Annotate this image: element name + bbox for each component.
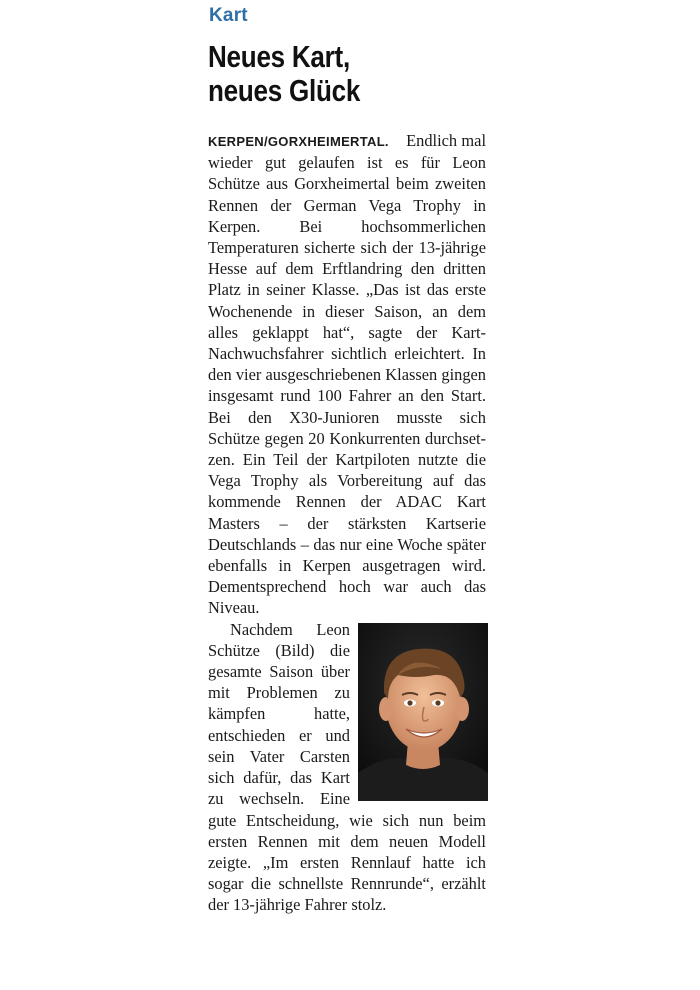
dateline: KERPEN/GORXHEIMERTAL.	[208, 134, 389, 149]
portrait-illustration	[358, 623, 488, 801]
portrait-photo	[358, 623, 488, 801]
paragraph-2-text: Nachdem Leon Schütze (Bild) die gesamte Saison über mit Problemen zu kämpfen hatte, entschieden er und sein Vater Carsten sich dafür, das Kart zu wechseln. Eine gute Entscheidung, wie sich nun beim ersten Rennen mit dem neuen Modell zeigte. „Im ersten Rennlauf hatte ich sogar die schnellste Rennrunde“, erzählt der 13-jährige Fahrer stolz.	[208, 619, 486, 915]
headline-line-2: neues Glück	[208, 73, 361, 108]
article-paragraph-2	[208, 619, 486, 916]
paragraph-1-text: Endlich mal wieder gut gelaufen ist es für Leon Schütze aus Gorxheimertal beim zweiten Rennen der German Vega Trophy in Kerpen. Bei hochsommerlichen Temperaturen sicherte sich der 13-jährige Hesse auf dem Erftlandring den dritten Platz in seiner Klasse. „Das ist das erste Wochenende in dieser Saison, an dem alles geklappt hat“, sagte der Kart-Nachwuchsfahrer sichtlich erleichtert. In den vier ausgeschriebenen Klassen gingen insgesamt rund 100 Fahrer an den Start. Bei den X30-Junioren musste sich Schütze gegen 20 Konkurrenten durchsetzen. Ein Teil der Kartpiloten nutzte die Vega Trophy als Vorbereitung auf das kommende Rennen der ADAC Kart Masters – der stärksten Kartserie Deutschlands – das nur eine Woche später ebenfalls in Kerpen ausgetragen wird. Dementsprechend hoch war auch das Niveau.	[208, 131, 486, 618]
article-paragraph-1	[208, 130, 486, 619]
article-body	[208, 130, 486, 916]
section-kicker: Kart	[209, 5, 248, 26]
headline	[208, 40, 460, 108]
headline-line-1: Neues Kart,	[208, 39, 350, 74]
